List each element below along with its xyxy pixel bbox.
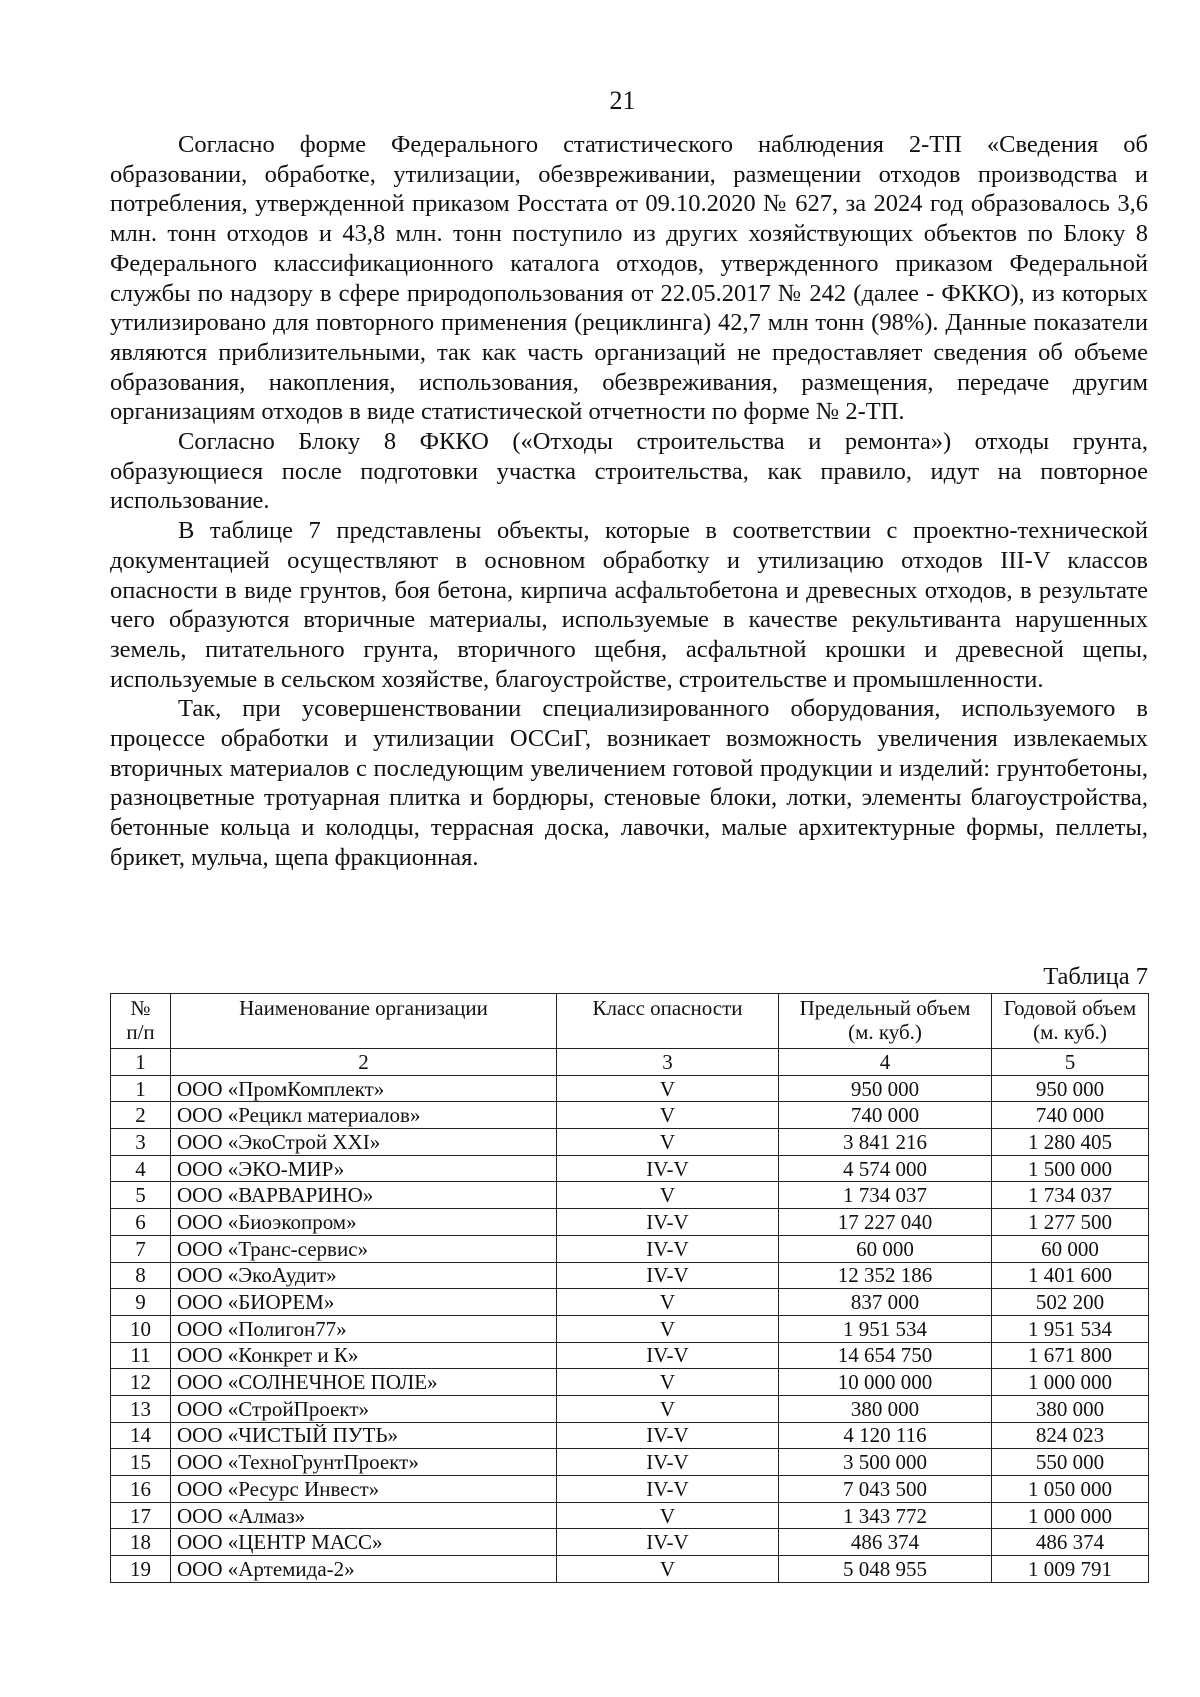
table-row: [111, 1342, 1149, 1369]
row-num: 10: [111, 1315, 171, 1342]
table-row: [111, 1449, 1149, 1476]
header-num-line1: №: [130, 996, 151, 1020]
table-row: [111, 1129, 1149, 1156]
row-annual: 950 000: [992, 1075, 1149, 1102]
table-row: [111, 1209, 1149, 1236]
table-row: [111, 1315, 1149, 1342]
row-class: IV-V: [557, 1262, 779, 1289]
row-class: IV-V: [557, 1476, 779, 1503]
header-num-line2: п/п: [126, 1020, 155, 1044]
row-limit: 17 227 040: [779, 1209, 992, 1236]
row-annual: 1 009 791: [992, 1556, 1149, 1583]
row-name: ООО «Транс-сервис»: [171, 1235, 557, 1262]
row-name: ООО «ТехноГрунтПроект»: [171, 1449, 557, 1476]
row-name: ООО «Рецикл материалов»: [171, 1102, 557, 1129]
row-limit: 60 000: [779, 1235, 992, 1262]
row-limit: 1 734 037: [779, 1182, 992, 1209]
row-annual: 1 500 000: [992, 1155, 1149, 1182]
table-caption: Таблица 7: [1043, 963, 1148, 990]
row-num: 3: [111, 1129, 171, 1156]
header-annual-line1: Годовой объем: [1003, 996, 1137, 1020]
row-name: ООО «Конкрет и К»: [171, 1342, 557, 1369]
table-row: [111, 1395, 1149, 1422]
row-limit: 837 000: [779, 1289, 992, 1316]
row-name: ООО «Биоэкопром»: [171, 1209, 557, 1236]
header-limit-line2: (м. куб.): [848, 1020, 922, 1044]
row-annual: 1 280 405: [992, 1129, 1149, 1156]
row-class: IV-V: [557, 1449, 779, 1476]
row-name: ООО «СтройПроект»: [171, 1395, 557, 1422]
header-limit-volume: [779, 994, 992, 1049]
header-hazard-class: Класс опасности: [557, 994, 779, 1049]
row-limit: 4 574 000: [779, 1155, 992, 1182]
row-limit: 5 048 955: [779, 1556, 992, 1583]
table-row: [111, 1476, 1149, 1503]
row-class: V: [557, 1075, 779, 1102]
row-annual: 1 951 534: [992, 1315, 1149, 1342]
column-number: 3: [557, 1049, 779, 1076]
row-limit: 950 000: [779, 1075, 992, 1102]
row-annual: 1 277 500: [992, 1209, 1149, 1236]
row-annual: 1 000 000: [992, 1369, 1149, 1396]
row-limit: 10 000 000: [779, 1369, 992, 1396]
row-class: IV-V: [557, 1422, 779, 1449]
row-annual: 60 000: [992, 1235, 1149, 1262]
row-name: ООО «Алмаз»: [171, 1502, 557, 1529]
row-limit: 4 120 116: [779, 1422, 992, 1449]
row-limit: 3 500 000: [779, 1449, 992, 1476]
row-annual: 1 000 000: [992, 1502, 1149, 1529]
table-row: [111, 1075, 1149, 1102]
row-class: IV-V: [557, 1155, 779, 1182]
row-class: V: [557, 1129, 779, 1156]
row-limit: 14 654 750: [779, 1342, 992, 1369]
row-name: ООО «ЦЕНТР МАСС»: [171, 1529, 557, 1556]
row-num: 7: [111, 1235, 171, 1262]
row-num: 18: [111, 1529, 171, 1556]
body-text: [110, 130, 1148, 873]
row-num: 6: [111, 1209, 171, 1236]
table-row: [111, 1182, 1149, 1209]
column-number: 2: [171, 1049, 557, 1076]
row-limit: 12 352 186: [779, 1262, 992, 1289]
table-row: [111, 1369, 1149, 1396]
table-row: [111, 1422, 1149, 1449]
row-limit: 740 000: [779, 1102, 992, 1129]
table-header-row: [111, 994, 1149, 1049]
row-num: 17: [111, 1502, 171, 1529]
row-name: ООО «СОЛНЕЧНОЕ ПОЛЕ»: [171, 1369, 557, 1396]
row-annual: 502 200: [992, 1289, 1149, 1316]
paragraph-table-intro: В таблице 7 представлены объекты, которые в соответствии с проектно-технической документацией осуществляют в основном обработку и утилизацию отходов III-V классов опасности в виде грунтов, боя бетона, кирпича асфальтобетона и древесных отходов, в результате чего образуются вторичные материалы, используемые в качестве рекультиванта нарушенных земель, питательного грунта, вторичного щебня, асфальтной крошки и древесной щепы, используемые в сельском хозяйстве, благоустройстве, строительстве и промышленности.: [110, 517, 1148, 693]
row-num: 14: [111, 1422, 171, 1449]
row-annual: 486 374: [992, 1529, 1149, 1556]
row-limit: 380 000: [779, 1395, 992, 1422]
table-row: [111, 1502, 1149, 1529]
row-num: 5: [111, 1182, 171, 1209]
row-class: V: [557, 1315, 779, 1342]
row-annual: 740 000: [992, 1102, 1149, 1129]
organizations-table: [110, 993, 1149, 1583]
row-annual: 1 671 800: [992, 1342, 1149, 1369]
header-num: [111, 994, 171, 1049]
paragraph-fkko-block8: Согласно Блоку 8 ФККО («Отходы строительства и ремонта») отходы грунта, образующиеся после подготовки участка строительства, как правило, идут на повторное использование.: [110, 428, 1148, 515]
header-limit-line1: Предельный объем: [799, 996, 971, 1020]
row-annual: 1 734 037: [992, 1182, 1149, 1209]
column-number-row: [111, 1049, 1149, 1076]
row-class: IV-V: [557, 1235, 779, 1262]
row-annual: 550 000: [992, 1449, 1149, 1476]
row-name: ООО «ЭкоАудит»: [171, 1262, 557, 1289]
row-annual: 1 050 000: [992, 1476, 1149, 1503]
column-number: 1: [111, 1049, 171, 1076]
table-row: [111, 1262, 1149, 1289]
table-row: [111, 1556, 1149, 1583]
row-limit: 1 343 772: [779, 1502, 992, 1529]
row-name: ООО «ЧИСТЫЙ ПУТЬ»: [171, 1422, 557, 1449]
paragraph-statistics: Согласно форме Федерального статистического наблюдения 2-ТП «Сведения об образовании, обработке, утилизации, обезвреживании, размещении отходов производства и потребления, утвержденной приказом Росстата от 09.10.2020 № 627, за 2024 год образовалось 3,6 млн. тонн отходов и 43,8 млн. тонн поступило из других хозяйствующих объектов по Блоку 8 Федерального классификационного каталога отходов, утвержденного приказом Федеральной службы по надзору в сфере природопользования от 22.05.2017 № 242 (далее - ФККО), из которых утилизировано для повторного применения (рециклинга) 42,7 млн тонн (98%). Данные показатели являются приблизительными, так как часть организаций не предоставляет сведения об объеме образования, накопления, использования, обезвреживания, размещения, передаче другим организациям отходов в виде статистической отчетности по форме № 2-ТП.: [110, 131, 1148, 426]
row-name: ООО «ЭкоСтрой XXI»: [171, 1129, 557, 1156]
table-row: [111, 1289, 1149, 1316]
row-name: ООО «Ресурс Инвест»: [171, 1476, 557, 1503]
row-class: IV-V: [557, 1209, 779, 1236]
row-num: 4: [111, 1155, 171, 1182]
row-num: 8: [111, 1262, 171, 1289]
row-num: 16: [111, 1476, 171, 1503]
row-name: ООО «ПромКомплект»: [171, 1075, 557, 1102]
row-num: 9: [111, 1289, 171, 1316]
row-class: IV-V: [557, 1342, 779, 1369]
row-limit: 7 043 500: [779, 1476, 992, 1503]
row-annual: 824 023: [992, 1422, 1149, 1449]
row-num: 12: [111, 1369, 171, 1396]
row-class: V: [557, 1556, 779, 1583]
header-annual-line2: (м. куб.): [1033, 1020, 1107, 1044]
row-num: 11: [111, 1342, 171, 1369]
row-class: V: [557, 1369, 779, 1396]
table-row: [111, 1529, 1149, 1556]
table-row: [111, 1155, 1149, 1182]
row-class: V: [557, 1289, 779, 1316]
row-class: V: [557, 1182, 779, 1209]
row-num: 2: [111, 1102, 171, 1129]
row-limit: 1 951 534: [779, 1315, 992, 1342]
table-row: [111, 1235, 1149, 1262]
header-annual-volume: [992, 994, 1149, 1049]
row-num: 19: [111, 1556, 171, 1583]
row-name: ООО «БИОРЕМ»: [171, 1289, 557, 1316]
row-annual: 1 401 600: [992, 1262, 1149, 1289]
row-num: 15: [111, 1449, 171, 1476]
column-number: 5: [992, 1049, 1149, 1076]
row-num: 13: [111, 1395, 171, 1422]
row-name: ООО «ЭКО-МИР»: [171, 1155, 557, 1182]
paragraph-equipment: Так, при усовершенствовании специализированного оборудования, используемого в процессе обработки и утилизации ОССиГ, возникает возможность увеличения извлекаемых вторичных материалов с последующим увеличением готовой продукции и изделий: грунтобетоны, разноцветные тротуарная плитка и бордюры, стеновые блоки, лотки, элементы благоустройства, бетонные кольца и колодцы, террасная доска, лавочки, малые архитектурные формы, пеллеты, брикет, мульча, щепа фракционная.: [110, 695, 1148, 871]
row-name: ООО «ВАРВАРИНО»: [171, 1182, 557, 1209]
row-limit: 3 841 216: [779, 1129, 992, 1156]
row-class: V: [557, 1395, 779, 1422]
row-class: IV-V: [557, 1529, 779, 1556]
row-name: ООО «Артемида-2»: [171, 1556, 557, 1583]
row-class: V: [557, 1102, 779, 1129]
row-annual: 380 000: [992, 1395, 1149, 1422]
row-num: 1: [111, 1075, 171, 1102]
row-name: ООО «Полигон77»: [171, 1315, 557, 1342]
column-number: 4: [779, 1049, 992, 1076]
row-class: V: [557, 1502, 779, 1529]
table-row: [111, 1102, 1149, 1129]
header-name: Наименование организации: [171, 994, 557, 1049]
row-limit: 486 374: [779, 1529, 992, 1556]
page-number: 21: [609, 86, 636, 115]
